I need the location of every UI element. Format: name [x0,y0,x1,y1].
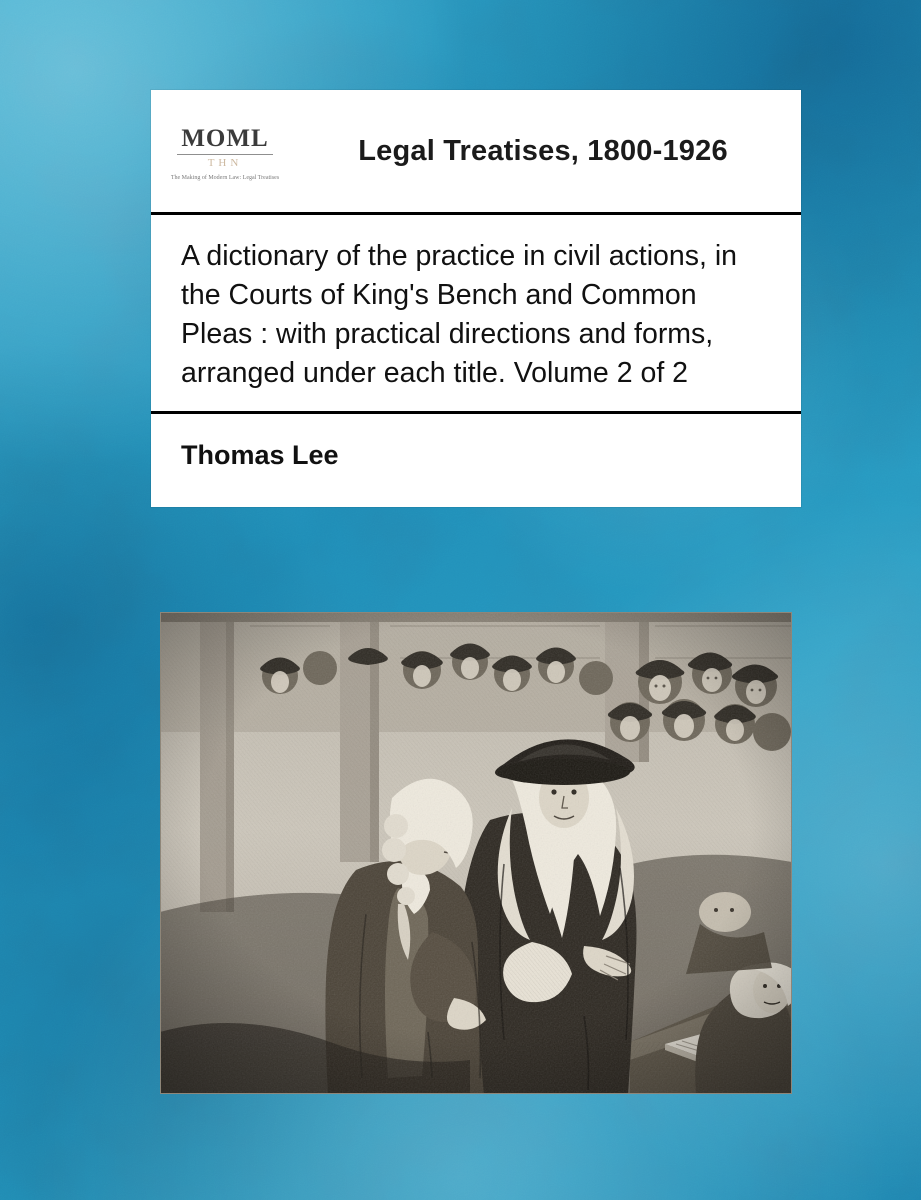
series-title-area [299,90,801,212]
author-name: Thomas Lee [181,440,339,471]
title-block [151,215,801,414]
author-block [151,414,801,507]
page-title: A dictionary of the practice in civil actions, in the Courts of King's Bench and Common Pleas : with practical directions and forms, arranged under each title. Volume 2 of 2 [181,240,738,390]
cover-header [151,90,801,215]
moml-divider [177,154,273,155]
series-title: Legal Treatises, 1800-1926 [358,134,728,167]
moml-logo-icon [151,90,299,212]
moml-mark-glyph: THN [207,157,243,170]
courtroom-engraving [160,612,792,1094]
courtroom-engraving-graphic [160,612,792,1094]
cover-card [151,90,801,507]
moml-logo-caption: The Making of Modern Law: Legal Treatises [170,174,280,181]
moml-wordmark: MOML [181,125,269,153]
